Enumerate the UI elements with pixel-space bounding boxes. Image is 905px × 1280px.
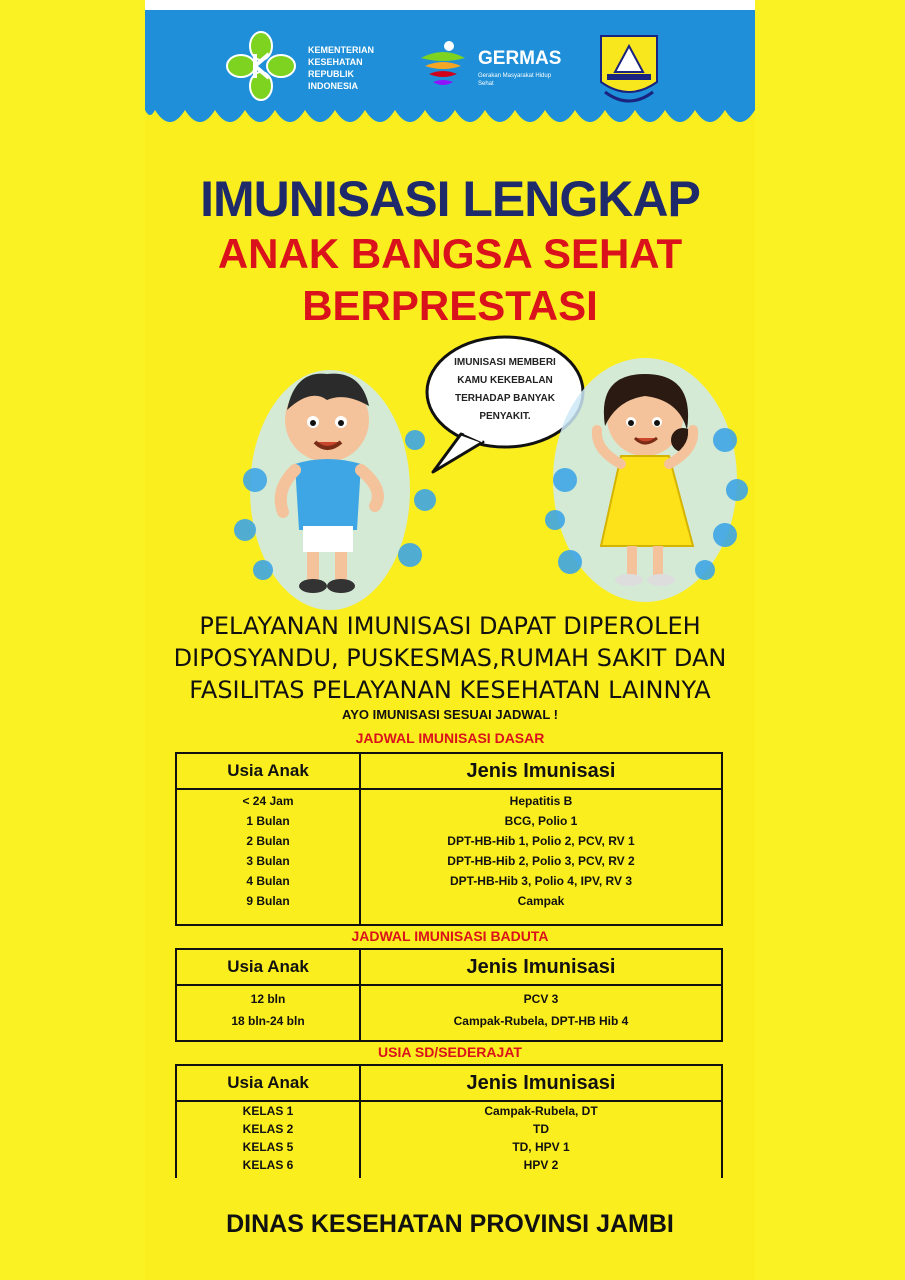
- illustration: [225, 330, 765, 610]
- table-row: [177, 874, 721, 894]
- vaccine-cell: DPT-HB-Hib 1, Polio 2, PCV, RV 1: [447, 834, 635, 848]
- table-row: [177, 992, 721, 1014]
- vaccine-cell: TD, HPV 1: [512, 1140, 570, 1154]
- table-body: [177, 794, 721, 914]
- age-cell: KELAS 5: [242, 1140, 294, 1154]
- table-row: [177, 1104, 721, 1122]
- table-row: [177, 1014, 721, 1036]
- top-border: [145, 0, 755, 10]
- vaccine-cell: DPT-HB-Hib 3, Polio 4, IPV, RV 3: [449, 874, 633, 888]
- section-title-sd: USIA SD/SEDERAJAT: [378, 1044, 522, 1060]
- subtitle-line-2: BERPRESTASI: [302, 282, 598, 329]
- header-usia-anak: Usia Anak: [227, 957, 309, 976]
- service-line-2: DIPOSYANDU, PUSKESMAS,RUMAH SAKIT DAN: [173, 644, 727, 672]
- kemenkes-text: [308, 44, 403, 92]
- header-jenis-imunisasi: Jenis Imunisasi: [466, 760, 616, 782]
- kemenkes-logo-icon: [225, 30, 297, 102]
- jambi-emblem-icon: [597, 32, 661, 110]
- table-sd: [175, 1064, 723, 1178]
- table-row: [177, 814, 721, 834]
- vaccine-cell: TD: [533, 1122, 549, 1136]
- table-body: [177, 992, 721, 1036]
- header-banner: [145, 10, 755, 110]
- vaccine-cell: Campak: [517, 894, 565, 908]
- vaccine-cell: DPT-HB-Hib 2, Polio 3, PCV, RV 2: [447, 854, 635, 868]
- section-title-baduta: JADWAL IMUNISASI BADUTA: [351, 928, 549, 944]
- kemenkes-line: KESEHATAN: [308, 57, 363, 67]
- vaccine-cell: Campak-Rubela, DT: [484, 1104, 598, 1118]
- vaccine-cell: HPV 2: [523, 1158, 559, 1172]
- age-cell: 2 Bulan: [246, 834, 290, 848]
- speech-bubble-text: IMUNISASI MEMBERI KAMU KEKEBALAN TERHADAP BANYAK PENYAKIT.: [454, 357, 556, 422]
- service-line-3: FASILITAS PELAYANAN KESEHATAN LAINNYA: [189, 676, 711, 704]
- vaccine-cell: BCG, Polio 1: [504, 814, 578, 828]
- main-title: IMUNISASI LENGKAP: [200, 171, 700, 227]
- table-dasar: [175, 752, 723, 926]
- table-row: [177, 854, 721, 874]
- footer-agency: DINAS KESEHATAN PROVINSI JAMBI: [226, 1210, 674, 1238]
- table-header: [177, 1066, 721, 1102]
- table-row: [177, 794, 721, 814]
- age-cell: KELAS 6: [242, 1158, 294, 1172]
- germas-subtitle: Gerakan Masyarakat Hidup Sehat: [478, 73, 552, 87]
- service-line-1: PELAYANAN IMUNISASI DAPAT DIPEROLEH: [199, 612, 701, 640]
- kemenkes-line: INDONESIA: [308, 81, 359, 91]
- kemenkes-line: KEMENTERIAN: [308, 45, 375, 55]
- table-row: [177, 1158, 721, 1176]
- table-row: [177, 1122, 721, 1140]
- age-cell: 12 bln: [250, 992, 286, 1006]
- header-usia-anak: Usia Anak: [227, 761, 309, 780]
- age-cell: KELAS 1: [242, 1104, 294, 1118]
- table-header: [177, 754, 721, 790]
- table-row: [177, 834, 721, 854]
- poster: [145, 0, 755, 1280]
- age-cell: 3 Bulan: [246, 854, 290, 868]
- vaccine-cell: Campak-Rubela, DPT-HB Hib 4: [453, 1014, 629, 1028]
- germas-title: GERMAS: [478, 48, 562, 69]
- age-cell: 9 Bulan: [246, 894, 290, 908]
- table-baduta: [175, 948, 723, 1042]
- vaccine-cell: Hepatitis B: [509, 794, 573, 808]
- ayo-imunisasi-text: AYO IMUNISASI SESUAI JADWAL !: [342, 707, 558, 722]
- table-header: [177, 950, 721, 986]
- boy-character-icon: [250, 370, 410, 610]
- table-row: [177, 894, 721, 914]
- age-cell: KELAS 2: [242, 1122, 294, 1136]
- kemenkes-line: REPUBLIK: [308, 69, 355, 79]
- header-jenis-imunisasi: Jenis Imunisasi: [466, 956, 616, 978]
- banner-scallop: [145, 106, 755, 136]
- germas-logo-icon: [415, 38, 471, 108]
- subtitle-line-1: ANAK BANGSA SEHAT: [217, 230, 683, 277]
- section-title-dasar: JADWAL IMUNISASI DASAR: [355, 730, 545, 746]
- age-cell: < 24 Jam: [242, 794, 294, 808]
- table-row: [177, 1140, 721, 1158]
- vaccine-cell: PCV 3: [523, 992, 559, 1006]
- age-cell: 4 Bulan: [246, 874, 290, 888]
- header-usia-anak: Usia Anak: [227, 1073, 309, 1092]
- age-cell: 18 bln-24 bln: [231, 1014, 305, 1028]
- age-cell: 1 Bulan: [246, 814, 290, 828]
- header-jenis-imunisasi: Jenis Imunisasi: [466, 1072, 616, 1094]
- table-body: [177, 1104, 721, 1176]
